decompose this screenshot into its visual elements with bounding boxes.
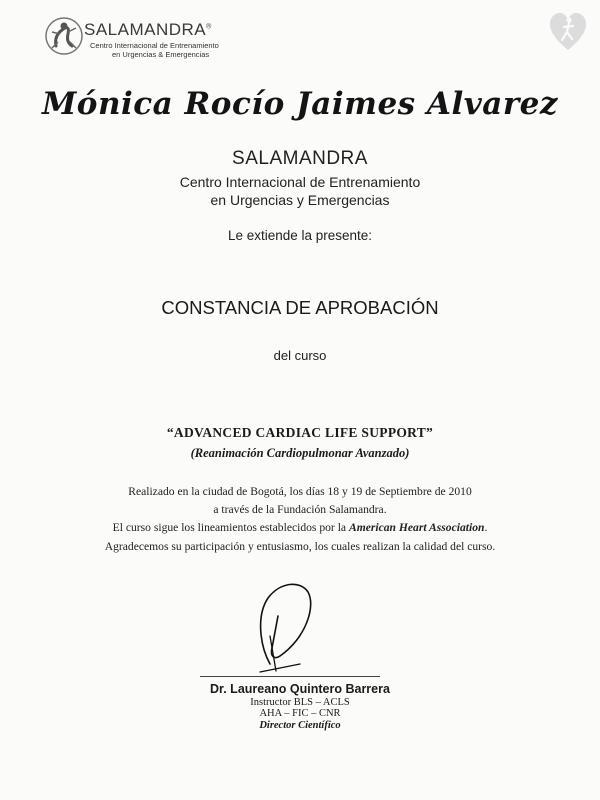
heart-person-icon: [548, 10, 588, 54]
logo-subtitle-line2: en Urgencias & Emergencias: [112, 50, 210, 59]
organization-line2: en Urgencias y Emergencias: [210, 192, 390, 208]
signer-role-2: AHA – FIC – CNR: [259, 708, 341, 719]
body-line-2: a través de la Fundación Salamandra.: [213, 503, 387, 516]
aha-name: American Heart Association: [348, 521, 485, 534]
logo-subtitle-line1: Centro Internacional de Entrenamiento: [90, 41, 219, 50]
body-line-4: Agradecemos su participación y entusiasmo, los cuales realizan la calidad del curso.: [104, 540, 496, 553]
body-line-3-suffix: .: [484, 521, 488, 534]
signer-role-1: Instructor BLS – ACLS: [250, 697, 350, 708]
salamandra-logo: [40, 12, 240, 62]
organization-line1: Centro Internacional de Entrenamiento: [179, 174, 421, 190]
signature-line: [200, 676, 380, 677]
of-course-text: del curso: [273, 348, 327, 363]
body-line-3: [0, 521, 600, 534]
registered-mark: ®: [206, 23, 212, 31]
signer-role-3: Director Científico: [259, 720, 341, 731]
course-name: “ADVANCED CARDIAC LIFE SUPPORT”: [166, 425, 434, 440]
recipient-name: Mónica Rocío Jaimes Alvarez: [41, 86, 558, 122]
handwritten-signature: [230, 576, 380, 676]
course-subtitle: (Reanimación Cardiopulmonar Avanzado): [190, 446, 410, 460]
logo-name-text: SALAMANDRA: [84, 20, 207, 39]
signer-name: Dr. Laureano Quintero Barrera: [210, 682, 390, 696]
logo-name: [84, 20, 212, 40]
certificate-title: CONSTANCIA DE APROBACIÓN: [161, 297, 439, 318]
salamander-icon: [40, 12, 88, 60]
body-line-1: Realizado en la ciudad de Bogotá, los días 18 y 19 de Septiembre de 2010: [128, 485, 472, 498]
organization-name: SALAMANDRA: [232, 148, 368, 169]
extends-text: Le extiende la presente:: [227, 228, 373, 243]
body-line-3-prefix: El curso sigue los lineamientos establecidos por la: [112, 521, 349, 534]
